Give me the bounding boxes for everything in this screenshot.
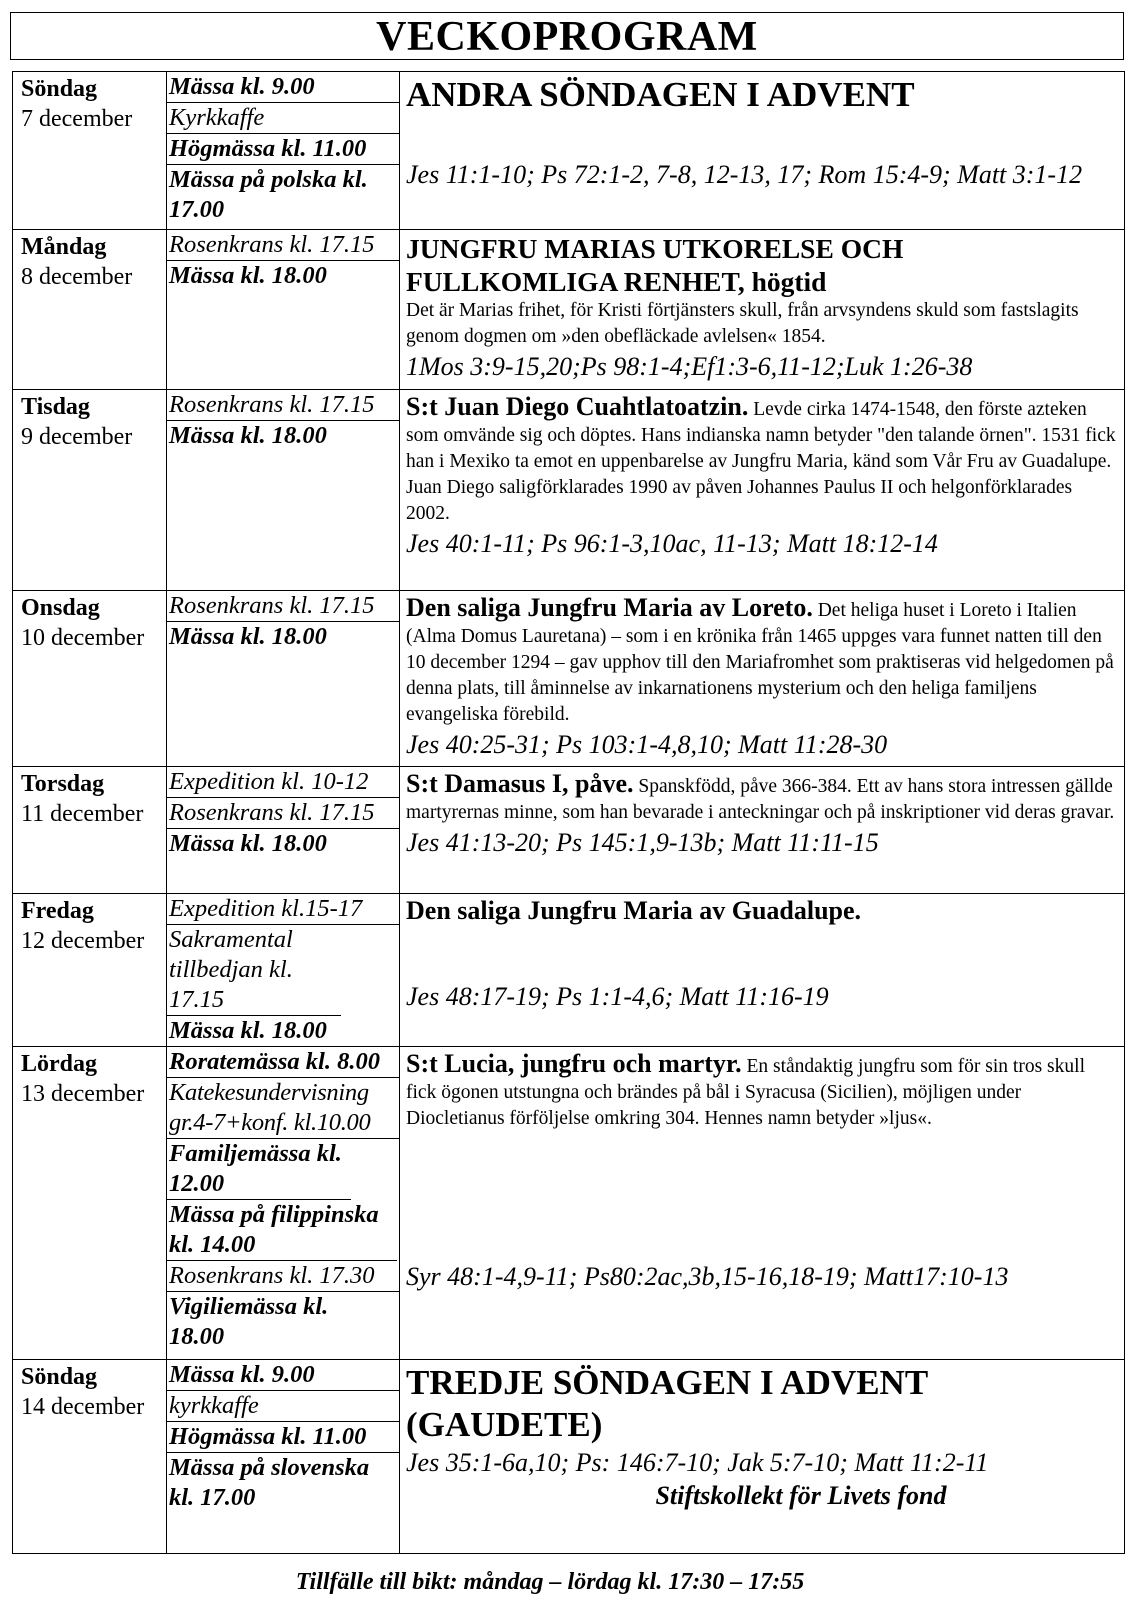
weekday: Onsdag	[21, 595, 100, 621]
event-item: Högmässa kl. 11.00	[167, 134, 399, 165]
event-item: Familjemässa kl. 12.00	[167, 1139, 351, 1200]
event-item: Katekesundervisning gr.4-7+konf. kl.10.00	[167, 1078, 399, 1139]
feast-description: En ståndaktig jungfru som för sin tros skull fick ögonen utstungna och brändes på bål i Syracusa (Sicilien), möjligen under Diocletianus förföljelse omkring 304. Hennes namn betyder »ljus«.	[406, 1056, 1085, 1129]
event-item: Expedition kl. 10-12	[167, 767, 399, 798]
day-cell	[13, 230, 167, 390]
day-cell	[13, 1047, 167, 1360]
readings: Jes 35:1-6a,10; Ps: 146:7-10; Jak 5:7-10; Matt 11:2-11	[406, 1448, 989, 1477]
day-row	[13, 230, 1125, 390]
date: 14 december	[21, 1394, 145, 1420]
date: 7 december	[21, 106, 133, 132]
event-item: Sakramental tillbedjan kl. 17.15	[167, 925, 341, 1016]
day-row	[13, 72, 1125, 230]
feast-description: Det är Marias frihet, för Kristi förtjänsters skull, från arvsyndens skuld som fastslagits genom dogmen om »den obefläckade avlelsen« 1854.	[406, 300, 1079, 347]
date: 13 december	[21, 1081, 145, 1107]
event-item: Mässa på slovenska kl. 17.00	[169, 1454, 370, 1511]
events-cell	[167, 1047, 400, 1360]
week-schedule-table	[12, 71, 1125, 1554]
weekday: Söndag	[21, 1364, 98, 1390]
collection-note: Stiftskollekt för Livets fond	[655, 1481, 947, 1510]
event-item: Roratemässa kl. 8.00	[167, 1047, 399, 1078]
readings: Jes 41:13-20; Ps 145:1,9-13b; Matt 11:11-15	[406, 828, 879, 857]
date: 12 december	[21, 928, 145, 954]
event-item: Expedition kl.15-17	[167, 894, 399, 925]
day-cell	[13, 894, 167, 1047]
description-cell	[400, 1360, 1125, 1554]
day-row	[13, 767, 1125, 894]
readings: Syr 48:1-4,9-11; Ps80:2ac,3b,15-16,18-19; Matt17:10-13	[406, 1262, 1009, 1291]
page-title: VECKOPROGRAM	[10, 12, 1124, 60]
description-cell	[400, 72, 1125, 230]
event-item: Rosenkrans kl. 17.15	[167, 798, 399, 829]
events-cell	[167, 390, 400, 591]
day-row	[13, 1047, 1125, 1360]
feast-entry	[406, 769, 1116, 826]
events-cell	[167, 72, 400, 230]
day-row	[13, 894, 1125, 1047]
events-cell	[167, 767, 400, 894]
description-cell	[400, 591, 1125, 767]
weekday: Tisdag	[21, 394, 90, 420]
day-row	[13, 591, 1125, 767]
weekday: Måndag	[21, 234, 107, 260]
event-item: Rosenkrans kl. 17.15	[167, 591, 399, 622]
event-item: Rosenkrans kl. 17.15	[167, 230, 399, 261]
date: 10 december	[21, 625, 145, 651]
day-cell	[13, 591, 167, 767]
event-item: kyrkkaffe	[167, 1391, 399, 1422]
description-cell	[400, 390, 1125, 591]
weekday: Söndag	[21, 76, 98, 102]
feast-heading: TREDJE SÖNDAGEN I ADVENT (GAUDETE)	[406, 1363, 928, 1444]
event-item: Mässa kl. 18.00	[169, 1017, 327, 1044]
readings: Jes 48:17-19; Ps 1:1-4,6; Matt 11:16-19	[406, 982, 829, 1011]
day-row	[13, 390, 1125, 591]
feast-description: Det heliga huset i Loreto i Italien (Alma Domus Lauretana) – som i en krönika från 1465 uppges vara funnet natten till den 10 december 1294 – gav upphov till den Mariafromhet som praktiseras vid helgedomen på denna plats, till åminnelse av inkarnationens mysterium och den heliga familjens evangeliska förebild.	[406, 600, 1114, 725]
event-item: Kyrkkaffe	[167, 103, 399, 134]
event-item: Mässa kl. 18.00	[169, 422, 327, 449]
event-item: Mässa kl. 18.00	[169, 623, 327, 650]
event-item: Mässa på filippinska kl. 14.00	[167, 1200, 397, 1261]
description-cell	[400, 894, 1125, 1047]
feast-heading: Den saliga Jungfru Maria av Guadalupe.	[406, 896, 862, 925]
confession-note: Tillfälle till bikt: måndag – lördag kl. 17:30 – 17:55	[295, 1569, 805, 1595]
day-cell	[13, 390, 167, 591]
events-cell	[167, 230, 400, 390]
feast-heading: ANDRA SÖNDAGEN I ADVENT	[406, 75, 915, 114]
feast-entry	[406, 593, 1116, 728]
feast-heading: JUNGFRU MARIAS UTKORELSE OCH FULLKOMLIGA RENHET, högtid	[406, 233, 904, 297]
day-cell	[13, 72, 167, 230]
events-cell	[167, 894, 400, 1047]
day-row	[13, 1360, 1125, 1554]
event-item: Mässa kl. 18.00	[169, 830, 327, 857]
event-item: Rosenkrans kl. 17.30	[167, 1261, 399, 1292]
feast-heading: S:t Lucia, jungfru och martyr.	[406, 1049, 742, 1078]
readings: 1Mos 3:9-15,20;Ps 98:1-4;Ef1:3-6,11-12;Luk 1:26-38	[406, 352, 973, 381]
readings: Jes 40:25-31; Ps 103:1-4,8,10; Matt 11:28-30	[406, 730, 888, 759]
weekday: Fredag	[21, 898, 94, 924]
description-cell	[400, 1047, 1125, 1360]
feast-description: Levde cirka 1474-1548, den förste azteken som omvände sig och döptes. Hans indianska namn betyder "den talande örnen". 1531 fick han i Mexiko ta emot en uppenbarelse av Jungfru Maria, känd som Vår Fru av Guadalupe. Juan Diego saligförklarades 1990 av påven Johannes Paulus II och helgonförklarades 2002.	[406, 399, 1116, 524]
event-item: Mässa kl. 9.00	[167, 1360, 399, 1391]
date: 9 december	[21, 424, 133, 450]
readings: Jes 40:1-11; Ps 96:1-3,10ac, 11-13; Matt 18:12-14	[406, 529, 938, 558]
feast-entry	[406, 392, 1116, 527]
feast-heading: S:t Juan Diego Cuahtlatoatzin.	[406, 392, 749, 421]
day-cell	[13, 1360, 167, 1554]
event-item: Mässa på polska kl. 17.00	[169, 166, 368, 223]
events-cell	[167, 1360, 400, 1554]
feast-description: Spanskfödd, påve 366-384. Ett av hans stora intressen gällde martyrernas minne, som han bevarade i anteckningar och på inskriptioner vid deras gravar.	[406, 776, 1115, 823]
event-item: Mässa kl. 18.00	[169, 262, 327, 289]
date: 11 december	[21, 801, 144, 827]
description-cell	[400, 230, 1125, 390]
weekday: Lördag	[21, 1051, 98, 1077]
description-cell	[400, 767, 1125, 894]
date: 8 december	[21, 264, 133, 290]
event-item: Högmässa kl. 11.00	[167, 1422, 399, 1453]
events-cell	[167, 591, 400, 767]
feast-heading: Den saliga Jungfru Maria av Loreto.	[406, 593, 813, 622]
readings: Jes 11:1-10; Ps 72:1-2, 7-8, 12-13, 17; Rom 15:4-9; Matt 3:1-12	[406, 160, 1083, 189]
event-item: Mässa kl. 9.00	[167, 72, 399, 103]
feast-heading: S:t Damasus I, påve.	[406, 769, 634, 798]
day-cell	[13, 767, 167, 894]
feast-entry	[406, 1049, 1116, 1132]
weekday: Torsdag	[21, 771, 105, 797]
event-item: Rosenkrans kl. 17.15	[167, 390, 399, 421]
event-item: Vigiliemässa kl. 18.00	[169, 1293, 329, 1350]
